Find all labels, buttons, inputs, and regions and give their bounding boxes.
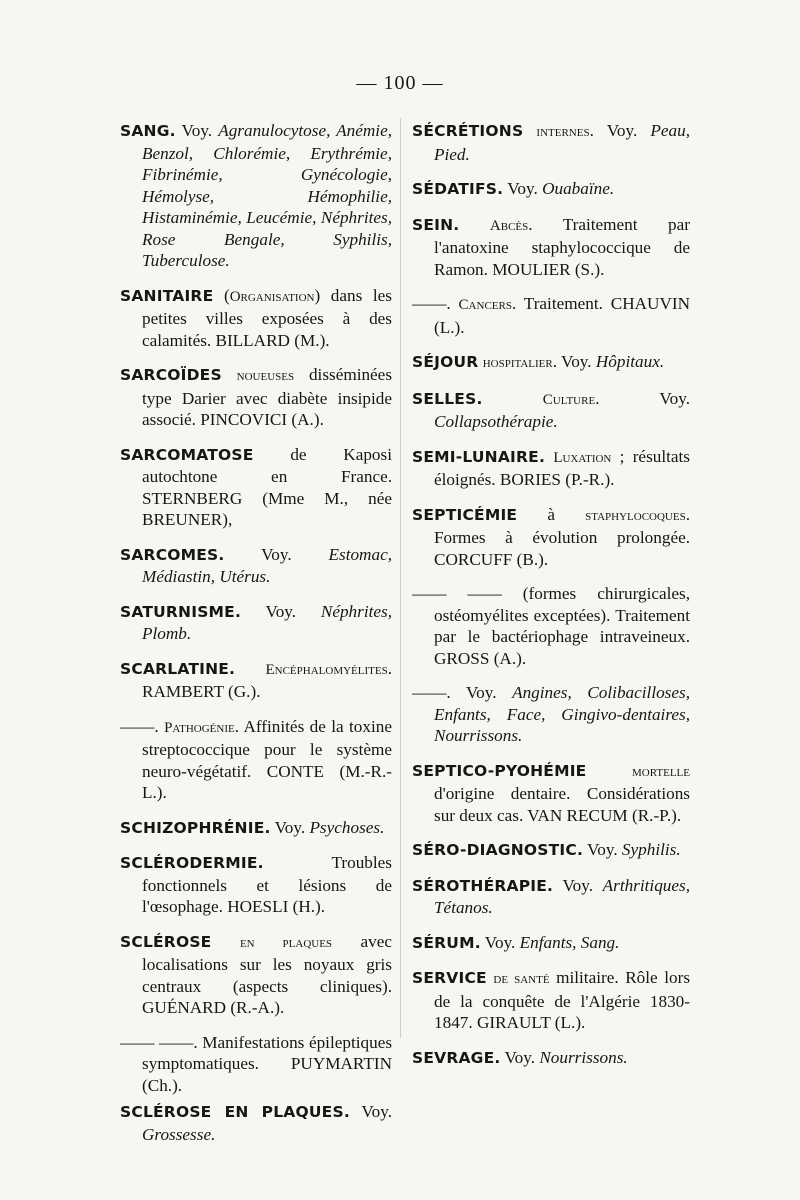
entry-reference: Arthritiques, Tétanos.: [434, 875, 690, 917]
entry-subheading: internes: [536, 124, 590, 140]
index-entry: [120, 852, 392, 918]
index-entry: [412, 178, 690, 201]
index-entry: [120, 120, 392, 272]
index-entry: [120, 931, 392, 1019]
right-column: [412, 120, 690, 1082]
entry-headword: SARCOMATOSE: [120, 445, 254, 464]
entry-text: Voy.: [583, 840, 622, 859]
entry-text: [483, 389, 543, 408]
entry-subheading: Abcès: [489, 217, 529, 234]
entry-subheading: Organisation: [229, 288, 315, 305]
entry-headword: SEPTICO-PYOHÉMIE: [412, 761, 587, 780]
entry-text: Voy.: [500, 1047, 540, 1067]
entry-headword: SCARLATINE.: [120, 659, 236, 678]
index-entry: [412, 120, 690, 165]
entry-text: Voy.: [175, 121, 219, 140]
entry-headword: SARCOÏDES: [120, 366, 222, 384]
entry-subheading: Encéphalomyélites: [265, 661, 388, 678]
entry-headword: SÉRO-DIAGNOSTIC.: [412, 841, 584, 859]
index-entry: [412, 682, 690, 747]
entry-repeat-dash: ——: [120, 716, 155, 736]
entry-text: Voy.: [553, 875, 603, 895]
entry-text: avec localisations sur les noyaux gris centraux (aspects cliniques). GUÉNARD (R.-A.).: [142, 931, 393, 1017]
entry-text: militaire. Rôle lors de la conquête de l'Algérie 1830-1847. GIRAULT (L.).: [434, 968, 691, 1032]
entry-headword: SANG.: [120, 122, 176, 140]
entry-text: . RAMBERT (G.).: [142, 658, 392, 701]
entry-reference: Néphrites, Plomb.: [142, 601, 392, 643]
entry-reference: Enfants, Sang.: [519, 932, 620, 952]
index-entry: [120, 817, 392, 840]
entry-text: à: [517, 504, 586, 524]
entry-headword: SCLÉROSE EN PLAQUES.: [120, 1103, 350, 1121]
entry-text: . Affinités de la toxine streptococcique pour le système neuro-végétatif. CONTE (M.-R.-L.).: [142, 716, 392, 802]
entry-text: (formes chirurgicales, ostéomyélites exceptées). Traitement par le bactériophage intraveineux. GROSS (A.).: [434, 584, 690, 668]
entry-text: [211, 932, 239, 951]
entry-text: de Kaposi autochtone en France. STERNBERG (Mme M., née BREUNER),: [142, 444, 392, 529]
index-entry: [412, 293, 690, 338]
entry-headword: SEPTICÉMIE: [412, 505, 518, 524]
index-entry: [120, 601, 392, 645]
entry-text: .: [154, 716, 165, 736]
index-entry: [120, 1101, 392, 1145]
entry-headword: SÉRUM.: [412, 933, 481, 952]
entry-text: Troubles fonctionnels et lésions de l'œsophage. HOESLI (H.).: [142, 853, 392, 916]
entry-headword: SATURNISME.: [120, 602, 242, 621]
entry-text: ; résultats éloignés. BORIES (P.-R.).: [434, 446, 690, 489]
entry-text: (: [213, 285, 230, 305]
entry-headword: SCHIZOPHRÉNIE.: [120, 818, 271, 837]
entry-headword: SEIN.: [412, 215, 460, 234]
entry-repeat-dash: —— ——: [120, 1032, 194, 1052]
entry-reference: Psychoses.: [309, 817, 385, 837]
index-entry: [120, 544, 392, 588]
entry-headword: SANITAIRE: [120, 286, 214, 305]
entry-subheading: hospitalier: [482, 355, 553, 371]
entry-text: . Formes à évolution prolongée. CORCUFF (B.).: [434, 504, 690, 569]
entry-subheading: Luxation: [553, 449, 612, 466]
entry-text: . Voy.: [589, 121, 651, 140]
entry-reference: Syphilis.: [621, 840, 681, 859]
entry-text: Voy.: [503, 179, 543, 198]
entry-text: Voy.: [241, 601, 321, 621]
entry-text: . Traitement par l'anatoxine staphylococcique de Ramon. MOULIER (S.).: [434, 214, 690, 279]
index-entry: [120, 285, 392, 352]
index-entry: [412, 504, 690, 571]
entry-text: [222, 365, 237, 384]
entry-text: .: [446, 294, 459, 313]
entry-text: Voy.: [224, 544, 329, 564]
entry-text: [523, 121, 536, 140]
entry-repeat-dash: —— ——: [412, 584, 502, 603]
entry-headword: SARCOMES.: [120, 545, 225, 564]
index-entry: [412, 875, 690, 919]
index-entry: [412, 839, 690, 862]
entry-text: [235, 659, 265, 678]
entry-reference: Agranulocytose, Anémie, Benzol, Chlorémie, Erythrémie, Fibrinémie, Gynécologie, Hémolyse, Hémophilie, Histaminémie, Leucémie, Néphrites, Rose Bengale, Syphilis, Tuberculose.: [142, 121, 392, 270]
entry-subheading: noueuses: [236, 368, 295, 384]
entry-headword: SÉJOUR: [412, 353, 479, 371]
index-entry: [412, 446, 690, 491]
entry-headword: SCLÉRODERMIE.: [120, 854, 264, 872]
index-entry: [412, 583, 690, 669]
entry-text: Voy.: [480, 932, 520, 952]
entry-text: Voy.: [270, 817, 310, 837]
entry-headword: SÉROTHÉRAPIE.: [412, 876, 554, 895]
entry-text: ) dans les petites villes exposées à des calamités. BILLARD (M.).: [142, 285, 392, 350]
entry-headword: SCLÉROSE: [120, 932, 212, 951]
entry-reference: Estomac, Médiastin, Utérus.: [142, 544, 392, 586]
index-entry: [120, 716, 392, 804]
entry-text: [586, 761, 632, 780]
entry-reference: Peau, Pied.: [434, 121, 690, 164]
index-entry: [120, 1032, 392, 1097]
entry-text: [459, 215, 490, 234]
entry-headword: SERVICE: [412, 969, 487, 987]
entry-repeat-dash: ——: [412, 683, 447, 702]
entry-headword: SEVRAGE.: [412, 1048, 501, 1067]
entry-reference: Angines, Colibacilloses, Enfants, Face, Gingivo-dentaires, Nourrissons.: [434, 683, 690, 745]
page-number: — 100 —: [356, 72, 444, 94]
entry-subheading: mortelle: [632, 763, 690, 780]
entry-headword: SEMI-LUNAIRE.: [412, 447, 546, 466]
entry-text: Voy.: [349, 1102, 392, 1121]
index-entry: [412, 760, 690, 827]
entry-text: d'origine dentaire. Considérations sur deux cas. VAN RECUM (R.-P.).: [434, 784, 690, 825]
left-column: [120, 120, 392, 1158]
index-entry: [412, 351, 690, 375]
index-entry: [120, 444, 392, 531]
index-entry: [412, 1047, 690, 1070]
index-entry: [412, 932, 690, 955]
entry-headword: SELLES.: [412, 389, 483, 408]
index-entry: [412, 214, 690, 281]
entry-subheading: staphylocoques: [585, 507, 686, 524]
entry-reference: Grossesse.: [142, 1124, 216, 1144]
index-entry: [120, 658, 392, 703]
entry-reference: Nourrissons.: [539, 1047, 628, 1067]
entry-repeat-dash: ——: [412, 294, 447, 313]
entry-headword: SÉCRÉTIONS: [412, 122, 524, 140]
entry-reference: Hôpitaux.: [595, 352, 665, 371]
index-entry: [412, 388, 690, 433]
entry-text: . Voy.: [552, 352, 596, 371]
entry-text: . Voy.: [595, 388, 690, 408]
entry-text: . Manifestations épileptiques symptomatiques. PUYMARTIN (Ch.).: [142, 1032, 393, 1095]
entry-subheading: en plaques: [239, 934, 333, 951]
index-entry: [120, 364, 392, 431]
entry-headword: SÉDATIFS.: [412, 180, 504, 198]
entry-reference: Ouabaïne.: [542, 179, 615, 198]
entry-subheading: Culture: [542, 391, 596, 408]
entry-reference: Collapsothérapie.: [434, 412, 558, 431]
column-divider: [400, 118, 401, 1038]
entry-subheading: Pathogénie: [164, 719, 235, 736]
entry-text: . Voy.: [446, 683, 513, 702]
entry-text: . Traitement. CHAUVIN (L.).: [434, 294, 691, 337]
entry-subheading: Cancers: [458, 297, 512, 313]
index-entry: [412, 967, 690, 1034]
entry-subheading: de santé: [493, 971, 550, 987]
entry-text: disséminées type Darier avec diabète insipide associé. PINCOVICI (A.).: [142, 365, 393, 429]
